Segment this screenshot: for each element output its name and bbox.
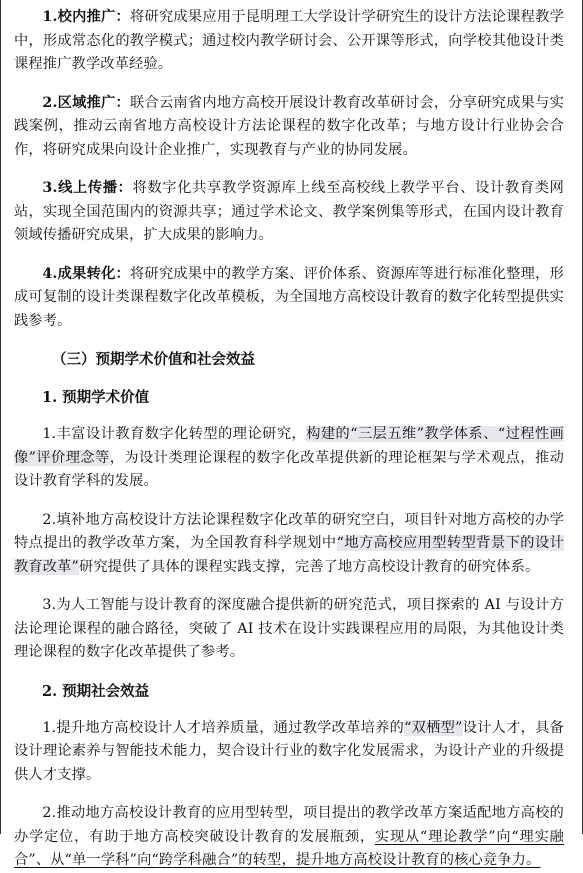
text-run: ，为设计类理论课程的数字化改革提供新的理论框架与学术观点，推动设计教育学科的发展。 (14, 449, 565, 489)
promotion-item-transform (14, 263, 564, 334)
item-lead: 3.线上传播： (42, 180, 133, 196)
highlighted-text: “地方高校应用型转型背景下的设计教育改革” (14, 535, 564, 575)
academic-paragraph-1 (14, 423, 564, 494)
text-run: 2.推动地方高校设计教育的应用型转型，项目提出的教学改革方案适配地方高校的办学定位，有助于地方高校突破设计教育的发展瓶颈， (14, 805, 564, 845)
paragraph (14, 92, 564, 163)
item-text: 将数字化共享教学资源库上线至高校线上教学平台、设计教育类网站，实现全国范围内的资源共享；通过学术论文、教学案例集等形式，在国内设计教育领域传播研究成果，扩大成果的影响力。 (14, 180, 564, 243)
text-run: 2.填补地方高校设计方法论课程数字化改革的研究空白，项目针对地方高校的办学特点提出的教学改革方案，为全国教育科学规划中 (14, 511, 564, 551)
underlined-text: 实现从“理论教学”向“理实融合”、从“单一学科”向“跨学科融合”的转型，提升地方高校设计教育的核心竞争力。 (14, 828, 564, 868)
paragraph (14, 509, 564, 580)
item-text: 将研究成果中的教学方案、评价体系、资源库等进行标准化整理，形成可复制的设计类课程数字化改革模板，为全国地方高校设计教育的数字化转型提供实践参考。 (14, 265, 564, 329)
highlighted-text: “双栖型” (404, 719, 463, 736)
text-run: 1.丰富设计教育数字化转型的理论研究， (42, 426, 307, 442)
item-lead: 1.校内推广： (42, 9, 131, 25)
subsection-heading-social: 2. 预期社会效益 (42, 682, 150, 700)
text-run: 1.提升地方高校设计人才培养质量，通过教学改革培养的 (42, 719, 405, 736)
paragraph: 3.为人工智能与设计教育的深度融合提供新的研究范式，项目探索的 AI 与设计方法论理论课程的融合路径，突破了 AI 技术在设计实践课程应用的局限，为其他设计类理论课程的数字化改革提供了参考。 (14, 597, 564, 660)
paragraph (14, 177, 564, 248)
subsection-heading-academic: 1. 预期学术价值 (42, 389, 150, 406)
paragraph (14, 423, 564, 494)
item-lead: 2.区域推广： (42, 94, 131, 111)
academic-paragraph-3 (14, 594, 564, 665)
highlighted-text: 构建的“三层五维”教学体系、“过程性画像”评价理念等 (14, 426, 565, 466)
paragraph (14, 802, 564, 873)
section-heading: （三）预期学术价值和社会效益 (52, 351, 255, 368)
social-paragraph-2 (14, 802, 564, 873)
item-lead: 4.成果转化： (42, 265, 131, 282)
paragraph (14, 263, 564, 334)
promotion-item-campus (14, 6, 564, 77)
paragraph (14, 717, 564, 788)
academic-paragraph-2 (14, 509, 564, 580)
item-text: 联合云南省内地方高校开展设计教育改革研讨会，分享研究成果与实践案例，推动云南省地方高校设计方法论课程的数字化改革；与地方设计行业协会合作，将研究成果向设计企业推广，实现教育与产业的协同发展。 (14, 94, 564, 158)
item-text: 将研究成果应用于昆明理工大学设计学研究生的设计方法论课程教学中，形成常态化的教学模式；通过校内教学研讨会、公开课等形式，向学校其他设计类课程推广教学改革经验。 (14, 9, 564, 72)
promotion-item-online (14, 177, 564, 248)
paragraph (14, 6, 564, 77)
promotion-item-regional (14, 92, 564, 163)
text-run: 研究提供了具体的课程实践支撑，完善了地方高校设计教育的研究体系。 (79, 558, 540, 575)
social-paragraph-1 (14, 717, 564, 788)
text-run: 设计人才，具备设计理论素养与智能技术能力，契合设计行业的数字化发展需求，为设计产业的升级提供人才支撑。 (14, 719, 564, 783)
